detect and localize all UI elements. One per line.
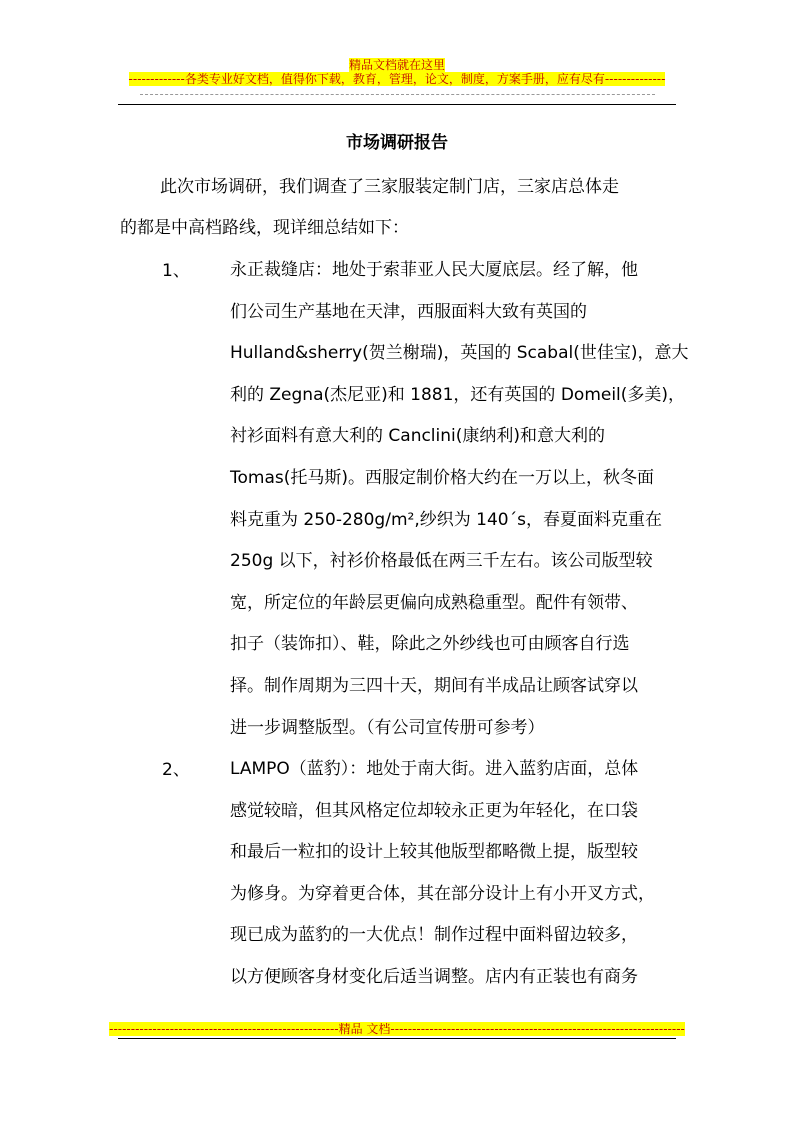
header-divider bbox=[118, 104, 676, 105]
item-2-line: 和最后一粒扣的设计上较其他版型都略微上提，版型较 bbox=[230, 842, 638, 863]
item-1-line: 衬衫面料有意大利的 Canclini(康纳利)和意大利的 bbox=[230, 426, 606, 447]
item-1-line: 们公司生产基地在天津，西服面料大致有英国的 bbox=[230, 301, 587, 322]
intro-line-1: 此次市场调研，我们调查了三家服装定制门店，三家店总体走 bbox=[160, 177, 619, 197]
item-1-line: 利的 Zegna(杰尼亚)和 1881，还有英国的 Domeil(多美)， bbox=[230, 384, 686, 405]
item-2-line: 感觉较暗，但其风格定位却较永正更为年轻化，在口袋 bbox=[230, 800, 638, 821]
item-1-line: 进一步调整版型。（有公司宣传册可参考） bbox=[230, 717, 545, 738]
item-text-1 bbox=[230, 250, 692, 749]
footer-text: -----------------------------------------------------精品 文档-------------------------------------------------------------------- bbox=[109, 1022, 685, 1036]
item-number-2: 2、 bbox=[162, 760, 190, 780]
item-1-line: 250g 以下，衬衫价格最低在两三千左右。该公司版型较 bbox=[230, 551, 653, 572]
footer-banner bbox=[0, 1022, 794, 1036]
footer-divider bbox=[118, 1038, 676, 1039]
intro-line-2: 的都是中高档路线，现详细总结如下： bbox=[120, 218, 409, 238]
header-dashed-divider bbox=[140, 94, 655, 95]
item-1-line: 扣子（装饰扣）、鞋，除此之外纱线也可由顾客自行选 bbox=[230, 634, 630, 655]
item-2-line: 为修身。为穿着更合体，其在部分设计上有小开叉方式， bbox=[230, 883, 655, 904]
header-subtitle bbox=[0, 72, 794, 86]
document-title: 市场调研报告 bbox=[346, 133, 448, 153]
item-1-line: Hulland&sherry(贺兰榭瑞)，英国的 Scabal(世佳宝)，意大 bbox=[230, 343, 689, 364]
item-1-line: 择。制作周期为三四十天，期间有半成品让顾客试穿以 bbox=[230, 675, 638, 696]
item-1-line: 宽，所定位的年龄层更偏向成熟稳重型。配件有领带、 bbox=[230, 592, 638, 613]
header-title-text: 精品文档就在这里 bbox=[348, 58, 445, 72]
item-1-line: 料克重为 250-280g/m²,纱织为 140´s，春夏面料克重在 bbox=[230, 509, 662, 530]
item-1-line: Tomas(托马斯)。西服定制价格大约在一万以上，秋冬面 bbox=[230, 467, 654, 488]
item-2-line: LAMPO（蓝豹）：地处于南大街。进入蓝豹店面，总体 bbox=[230, 759, 639, 779]
item-text-2 bbox=[230, 749, 692, 999]
item-2-line: 以方便顾客身材变化后适当调整。店内有正装也有商务 bbox=[230, 966, 638, 987]
header-subtitle-text: -------------各类专业好文档，值得你下载，教育，管理，论文，制度，方案手册，应有尽有-------------- bbox=[128, 72, 666, 86]
item-2-line: 现已成为蓝豹的一大优点！制作过程中面料留边较多， bbox=[230, 925, 638, 946]
item-1-line: 永正裁缝店：地处于索菲亚人民大厦底层。经了解，他 bbox=[230, 260, 638, 280]
header-title bbox=[0, 58, 794, 72]
item-number-1: 1、 bbox=[162, 261, 190, 281]
